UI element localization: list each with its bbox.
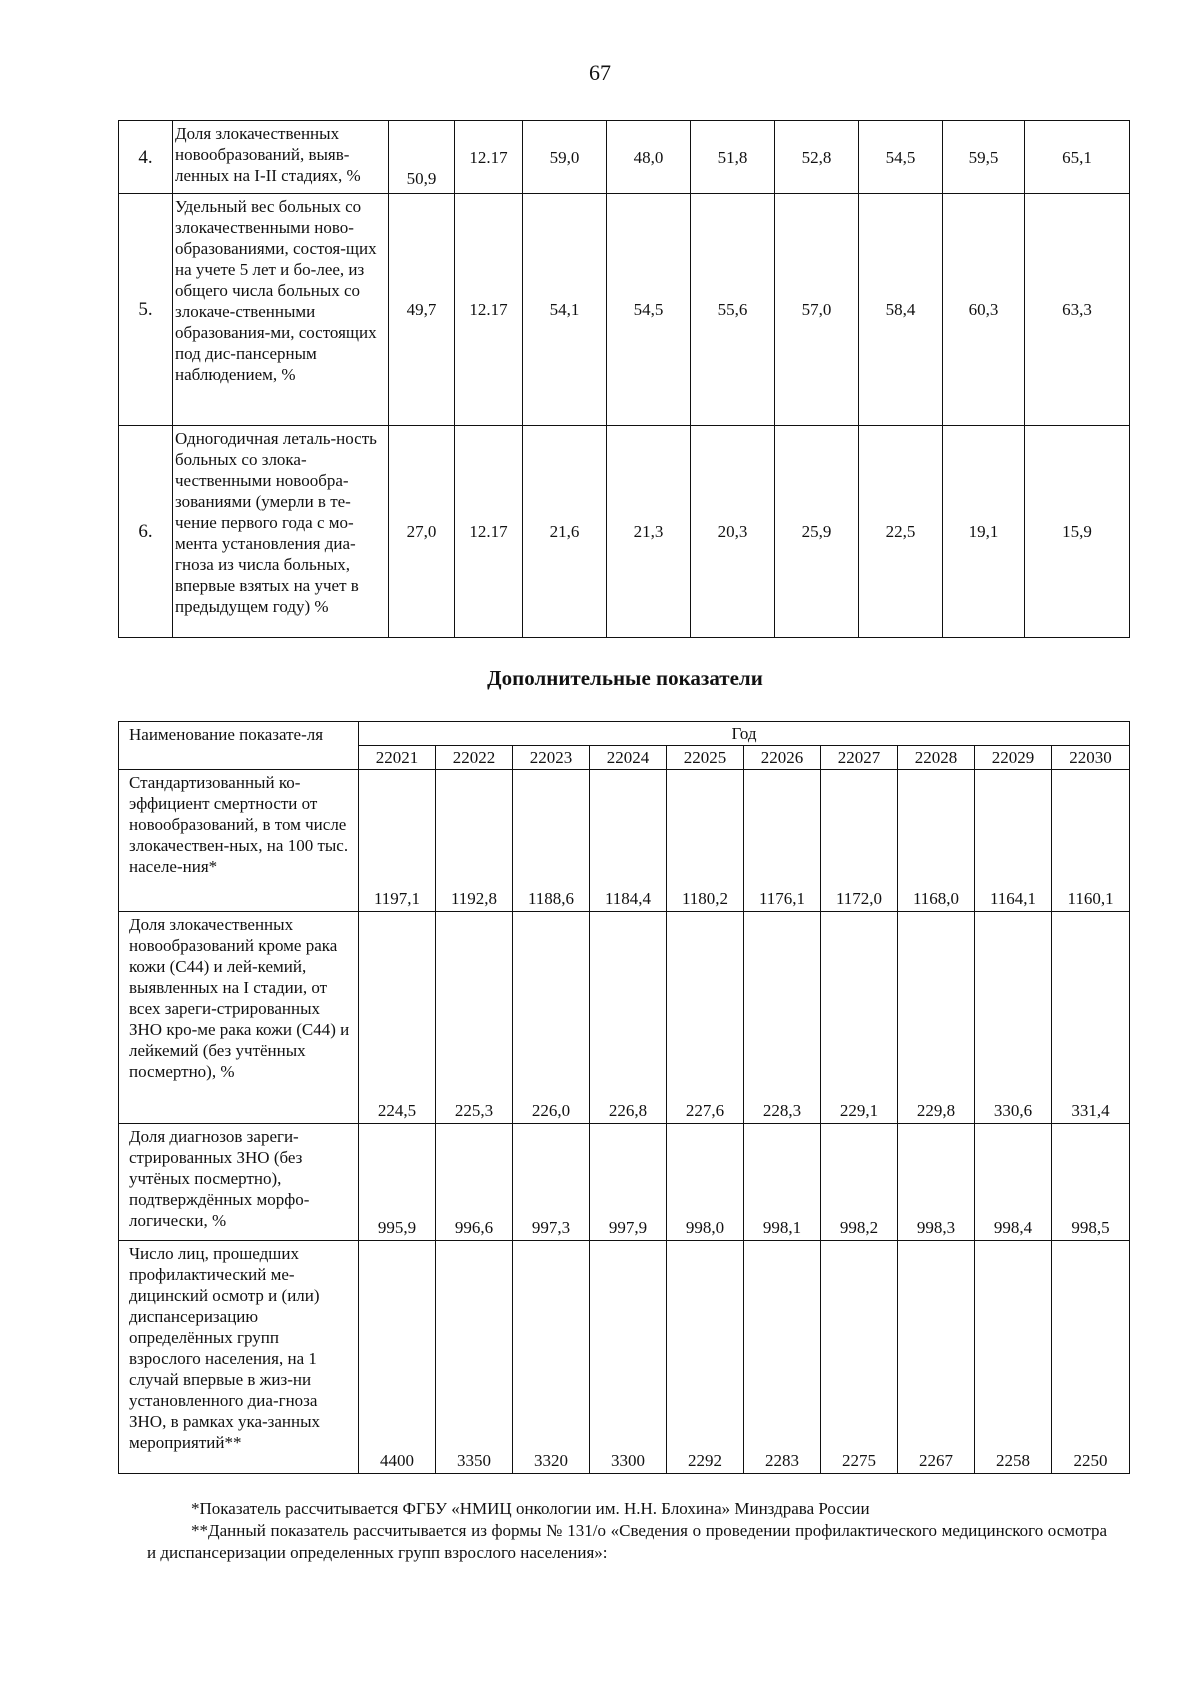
- value-cell: 998,3: [898, 1124, 975, 1241]
- value-cell: 3320: [513, 1241, 590, 1474]
- value-cell: 998,2: [821, 1124, 898, 1241]
- value-cell: 1192,8: [436, 770, 513, 912]
- value-cell: 228,3: [744, 912, 821, 1124]
- value-cell: 57,0: [775, 194, 859, 426]
- value-cell: 59,0: [523, 121, 607, 194]
- year-header: 22030: [1052, 746, 1130, 770]
- value-cell: 224,5: [359, 912, 436, 1124]
- value-cell: 65,1: [1025, 121, 1130, 194]
- footnotes: [147, 1498, 1107, 1564]
- indicator-name: Стандартизованный ко-эффициент смертности от новообразований, в том числе злокачествен-ных, на 100 тыс. населе-ния*: [119, 770, 359, 912]
- footnote: **Данный показатель рассчитывается из формы № 131/о «Сведения о проведении профилактического медицинского осмотра и диспансеризации определенных групп взрослого населения»:: [147, 1521, 1107, 1562]
- value-cell: 54,1: [523, 194, 607, 426]
- value-cell: 330,6: [975, 912, 1052, 1124]
- table-row: [119, 1124, 1130, 1241]
- value-cell: 12.17: [455, 194, 523, 426]
- value-cell: 25,9: [775, 426, 859, 638]
- value-cell: 15,9: [1025, 426, 1130, 638]
- value-cell: 998,4: [975, 1124, 1052, 1241]
- value-cell: 2267: [898, 1241, 975, 1474]
- header-year: Год: [359, 722, 1130, 746]
- value-cell: 54,5: [607, 194, 691, 426]
- value-cell: 49,7: [389, 194, 455, 426]
- table-row: [119, 194, 1130, 426]
- indicator-name: Одногодичная леталь-ность больных со злока-чественными новообра-зованиями (умерли в те-чение первого года с мо-мента установления диа-гноза из числа больных, впервые взятых на учет в предыдущем году) %: [173, 426, 389, 638]
- value-cell: 227,6: [667, 912, 744, 1124]
- value-cell: 331,4: [1052, 912, 1130, 1124]
- value-cell: 21,3: [607, 426, 691, 638]
- value-cell: 995,9: [359, 1124, 436, 1241]
- value-cell: 4400: [359, 1241, 436, 1474]
- page-number: 67: [589, 60, 611, 85]
- additional-indicators-table: [118, 721, 1130, 1474]
- value-cell: 1164,1: [975, 770, 1052, 912]
- value-cell: 997,9: [590, 1124, 667, 1241]
- value-cell: 2275: [821, 1241, 898, 1474]
- value-cell: 50,9: [389, 121, 455, 194]
- value-cell: 1160,1: [1052, 770, 1130, 912]
- value-cell: 21,6: [523, 426, 607, 638]
- year-header: 22027: [821, 746, 898, 770]
- year-header: 22028: [898, 746, 975, 770]
- value-cell: 3300: [590, 1241, 667, 1474]
- year-header: 22024: [590, 746, 667, 770]
- indicator-name: Число лиц, прошедших профилактический ме-дицинский осмотр и (или) диспансеризацию определённых групп взрослого населения, на 1 случай впервые в жиз-ни установленного диа-гноза ЗНО, в рамках ука-занных мероприятий**: [119, 1241, 359, 1474]
- indicator-name: Доля диагнозов зареги-стрированных ЗНО (без учтёных посмертно), подтверждённых морфо-логически, %: [119, 1124, 359, 1241]
- value-cell: 60,3: [943, 194, 1025, 426]
- value-cell: 2258: [975, 1241, 1052, 1474]
- value-cell: 59,5: [943, 121, 1025, 194]
- value-cell: 998,1: [744, 1124, 821, 1241]
- value-cell: 996,6: [436, 1124, 513, 1241]
- indicator-name: Доля злокачественных новообразований кроме рака кожи (С44) и лей-кемий, выявленных на I стадии, от всех зареги-стрированных ЗНО кро-ме рака кожи (С44) и лейкемий (без учтённых посмертно), %: [119, 912, 359, 1124]
- value-cell: 55,6: [691, 194, 775, 426]
- row-number: 5.: [119, 194, 173, 426]
- value-cell: 22,5: [859, 426, 943, 638]
- table-row: [119, 770, 1130, 912]
- value-cell: 1188,6: [513, 770, 590, 912]
- value-cell: 226,0: [513, 912, 590, 1124]
- value-cell: 12.17: [455, 426, 523, 638]
- year-header: 22022: [436, 746, 513, 770]
- value-cell: 2292: [667, 1241, 744, 1474]
- table-row: [119, 1241, 1130, 1474]
- value-cell: 63,3: [1025, 194, 1130, 426]
- indicator-name: Доля злокачественных новообразований, выяв-ленных на I-II стадиях, %: [173, 121, 389, 194]
- table-row: [119, 426, 1130, 638]
- value-cell: 54,5: [859, 121, 943, 194]
- indicators-table: [118, 120, 1130, 638]
- value-cell: 3350: [436, 1241, 513, 1474]
- value-cell: 1168,0: [898, 770, 975, 912]
- value-cell: 1184,4: [590, 770, 667, 912]
- value-cell: 48,0: [607, 121, 691, 194]
- value-cell: 1180,2: [667, 770, 744, 912]
- value-cell: 998,5: [1052, 1124, 1130, 1241]
- table-header-row: [119, 722, 1130, 746]
- value-cell: 58,4: [859, 194, 943, 426]
- footnote: *Показатель рассчитывается ФГБУ «НМИЦ онкологии им. Н.Н. Блохина» Минздрава России: [191, 1499, 870, 1518]
- indicator-name: Удельный вес больных со злокачественными ново-образованиями, состоя-щих на учете 5 лет и бо-лее, из общего числа больных со злокаче-ственными образования-ми, состоящих под дис-пансерным наблюдением, %: [173, 194, 389, 426]
- year-header: 22029: [975, 746, 1052, 770]
- value-cell: 225,3: [436, 912, 513, 1124]
- value-cell: 226,8: [590, 912, 667, 1124]
- year-header: 22026: [744, 746, 821, 770]
- value-cell: 1176,1: [744, 770, 821, 912]
- value-cell: 27,0: [389, 426, 455, 638]
- section-title: Дополнительные показатели: [487, 666, 763, 690]
- year-header: 22025: [667, 746, 744, 770]
- value-cell: 997,3: [513, 1124, 590, 1241]
- value-cell: 19,1: [943, 426, 1025, 638]
- year-header: 22023: [513, 746, 590, 770]
- value-cell: 12.17: [455, 121, 523, 194]
- value-cell: 229,8: [898, 912, 975, 1124]
- value-cell: 2283: [744, 1241, 821, 1474]
- table-row: [119, 912, 1130, 1124]
- row-number: 4.: [119, 121, 173, 194]
- year-header: 22021: [359, 746, 436, 770]
- value-cell: 20,3: [691, 426, 775, 638]
- value-cell: 51,8: [691, 121, 775, 194]
- header-indicator-name: Наименование показате-ля: [119, 722, 359, 770]
- value-cell: 52,8: [775, 121, 859, 194]
- value-cell: 2250: [1052, 1241, 1130, 1474]
- value-cell: 998,0: [667, 1124, 744, 1241]
- value-cell: 1197,1: [359, 770, 436, 912]
- table-row: [119, 121, 1130, 194]
- value-cell: 229,1: [821, 912, 898, 1124]
- value-cell: 1172,0: [821, 770, 898, 912]
- row-number: 6.: [119, 426, 173, 638]
